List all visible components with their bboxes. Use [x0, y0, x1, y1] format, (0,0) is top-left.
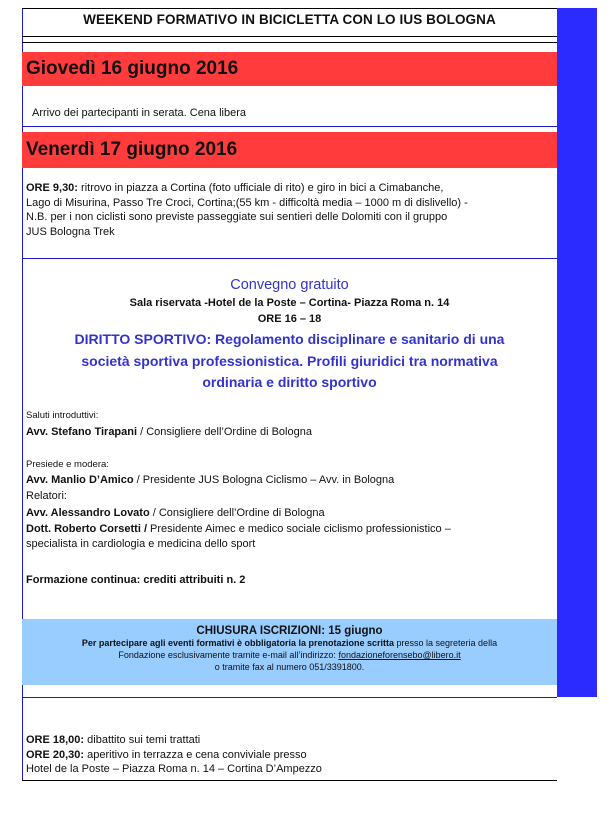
ride-description: [26, 181, 468, 239]
chair-speaker: [26, 473, 394, 488]
divider: [22, 42, 557, 43]
blue-side-bar: [557, 8, 597, 697]
speaker-name: Dott. Roberto Corsetti /: [26, 523, 147, 535]
speaker-2: [26, 522, 451, 551]
divider: [22, 258, 557, 259]
convegno-topic: [22, 329, 557, 394]
convegno-hours: ORE 16 – 18: [257, 313, 322, 325]
ride-line: Lago di Misurina, Passo Tre Croci, Cortina;(55 km - difficoltà media – 1000 m di dislivello) -: [26, 196, 468, 209]
signup-notice-rest: presso la segreteria della: [394, 638, 498, 648]
greetings-label: Saluti introduttivi:: [26, 410, 99, 421]
topic-line: società sportiva professionistica. Profili giuridici tra normativa: [81, 352, 498, 369]
divider: [22, 36, 557, 37]
day-heading-friday: Venerdì 17 giugno 2016: [22, 132, 557, 168]
signup-notice: Per partecipare agli eventi formativi è obbligatoria la prenotazione scritta: [81, 638, 395, 648]
speaker-role: / Consigliere dell’Ordine di Bologna: [137, 426, 312, 438]
speaker-1: [26, 506, 325, 521]
speaker-role: / Presidente JUS Bologna Ciclismo – Avv. in Bologna: [133, 474, 395, 486]
speakers-label: Relatori:: [26, 490, 67, 502]
ride-line: N.B. per i non ciclisti sono previste passeggiate sui sentieri delle Dolomiti con il gruppo: [26, 211, 448, 223]
signup-box: [22, 619, 557, 685]
speaker-name: Avv. Stefano Tirapani: [26, 426, 138, 438]
ride-time: ORE 9,30:: [26, 182, 78, 194]
speaker-role: Presidente Aimec e medico sociale ciclismo professionistico –: [147, 523, 451, 535]
speaker-role: specialista in cardiologia e medicina dello sport: [26, 537, 256, 550]
event-desc: Hotel de la Poste – Piazza Roma n. 14 – Cortina D’Ampezzo: [26, 763, 322, 775]
event-desc: dibattito sui temi trattati: [84, 734, 201, 746]
convegno-venue: Sala riservata -Hotel de la Poste – Cortina- Piazza Roma n. 14: [129, 297, 450, 309]
topic-line: ordinaria e diritto sportivo: [202, 374, 377, 390]
signup-email-link[interactable]: fondazioneforensebo@libero.it: [338, 650, 461, 660]
event-time: ORE 18,00:: [26, 734, 85, 746]
divider: [22, 126, 557, 127]
credits-text: Formazione continua: crediti attribuiti n. 2: [26, 574, 246, 586]
page-title: WEEKEND FORMATIVO IN BICICLETTA CON LO IUS BOLOGNA: [83, 12, 496, 27]
signup-email-intro: Fondazione esclusivamente tramite e-mail all’indirizzo:: [118, 650, 339, 660]
signup-heading: CHIUSURA ISCRIZIONI: 15 giugno: [196, 625, 383, 637]
chair-label: Presiede e modera:: [26, 459, 109, 470]
topic-line: DIRITTO SPORTIVO: Regolamento disciplinare e sanitario di una: [74, 331, 505, 347]
speaker-name: Avv. Manlio D’Amico: [26, 474, 134, 486]
ride-line: ritrovo in piazza a Cortina (foto ufficiale di rito) e giro in bici a Cimabanche,: [81, 182, 444, 194]
divider: [22, 780, 557, 781]
speaker-role: / Consigliere dell’Ordine di Bologna: [149, 507, 325, 519]
convegno-title: Convegno gratuito: [230, 277, 349, 293]
ride-line: JUS Bologna Trek: [26, 225, 115, 238]
speaker-name: Avv. Alessandro Lovato: [26, 507, 150, 519]
evening-schedule: [26, 733, 322, 777]
divider: [22, 697, 557, 698]
thursday-text: Arrivo dei partecipanti in serata. Cena libera: [32, 107, 247, 119]
greetings-speaker: [26, 425, 312, 440]
divider: [22, 8, 557, 9]
signup-fax: o tramite fax al numero 051/3391800.: [214, 662, 365, 672]
event-time: ORE 20,30:: [26, 748, 85, 761]
event-desc: aperitivo in terrazza e cena conviviale presso: [84, 748, 307, 761]
day-heading-thursday: Giovedì 16 giugno 2016: [22, 52, 557, 86]
